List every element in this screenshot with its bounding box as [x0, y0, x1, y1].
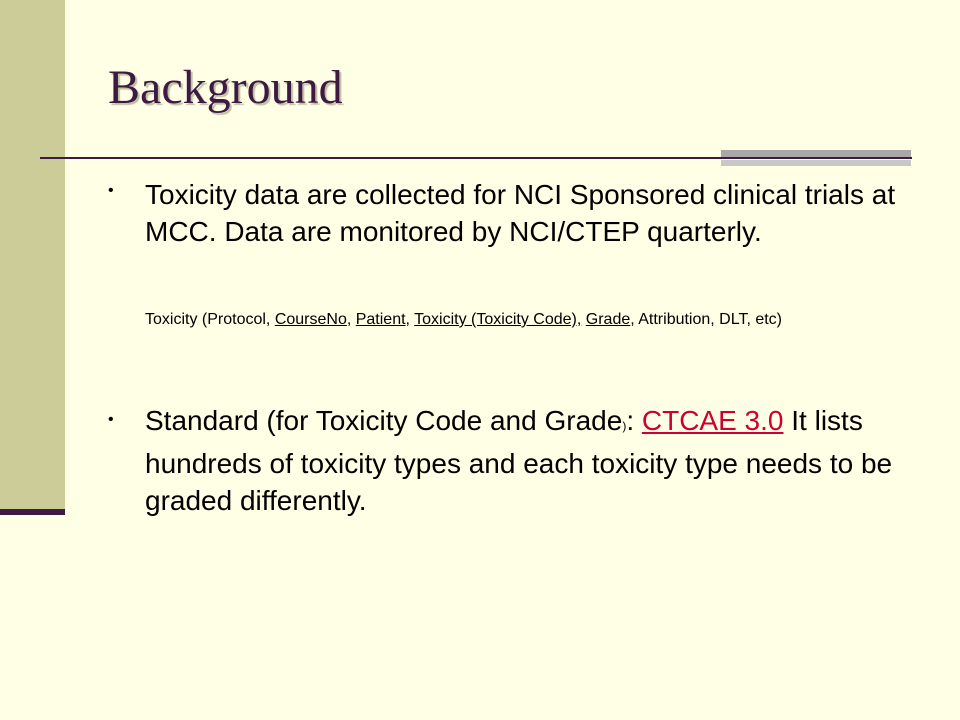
left-decorative-band [0, 0, 65, 512]
bullet-2-text [145, 402, 905, 519]
standard-colon: : [626, 405, 642, 436]
fields-sep-1: , [346, 311, 356, 328]
standard-lead: Standard (for Toxicity Code and Grade [145, 405, 623, 436]
standard-rest: It lists hundreds of toxicity types and each toxicity type needs to be graded differently. [145, 405, 893, 516]
bullet-dot-icon: • [108, 182, 114, 199]
slide-title: Background [108, 61, 343, 114]
ctcae-link[interactable]: CTCAE 3.0 [641, 405, 784, 436]
bullet-1-text: Toxicity data are collected for NCI Sponsored clinical trials at MCC. Data are monitored by NCI/CTEP quarterly. [145, 179, 896, 247]
field-patient: Patient [355, 311, 406, 328]
title-divider-accent [721, 150, 911, 157]
fields-sep-2: , [405, 311, 415, 328]
toxicity-fields-line [145, 305, 905, 335]
fields-prefix: Toxicity (Protocol, [145, 311, 275, 328]
field-toxicity-code: Toxicity (Toxicity Code), [414, 311, 582, 328]
title-divider-accent-lower [721, 160, 911, 166]
left-accent-bar [0, 509, 65, 515]
field-courseno: CourseNo [274, 311, 347, 328]
standard-paren: ) [622, 419, 627, 433]
field-grade: Grade [585, 311, 631, 328]
fields-suffix: , Attribution, DLT, etc) [630, 311, 782, 328]
title-divider-line [40, 157, 912, 159]
bullet-dot-icon: • [108, 411, 114, 428]
